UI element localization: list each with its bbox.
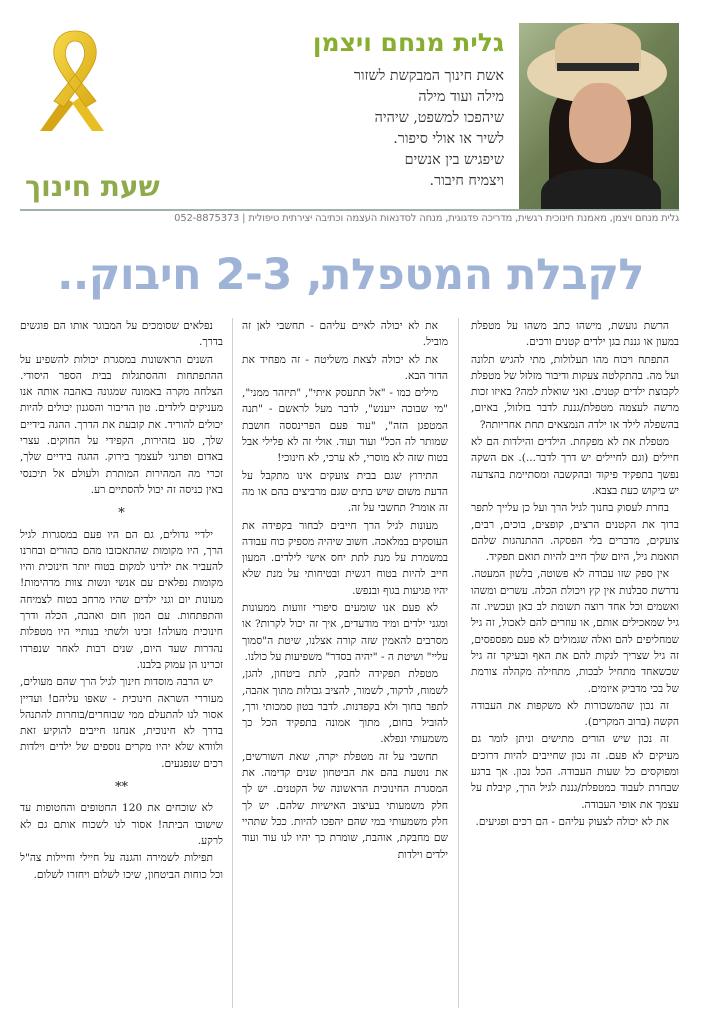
article-paragraph: השנים הראשונות במסגרת יכולות להשפיע על ההתפתחות וההסתגלות בבית הספר היסודי. הצלחה מקרה באמונה שמגונה באהבה אותה אנו מעניקים לילדים. טון הדיבור והסגנון יכולים להיות יכולים להוריד. את קובעת את הדרך. ההגה בידיים שלך, סע בזהירות, הקפידי על החוקים. עצרי באדום ופרגני לעצמך בירוק. ההגה בידיים שלך, זכרי מה המהירות המותרת ולעולם אל תיכנסי באין כניסה זה יכול להסתיים רע. — [20, 353, 223, 496]
header-rule — [20, 209, 679, 211]
article-paragraph: בחרת לעסוק בחנוך לגיל הרך ועל כן עלייך לתפר ברוך את הקטנים הרצים, קופצים, בוכים, רבים, צועקים, מדברים בלי הפסקה. ההתנהגות שלהם תואמת גיל, היום שלך חייב להיות תואם תפקיד. — [471, 502, 679, 564]
column-divider — [458, 318, 459, 1008]
author-credit-line: גלית מנחם ויצמן, מאמנת חינוכית רגשית, מדריכה פדגוגית, מנחה לסדנאות העצמה וכתיבה יצירתית טיפולית | 052-8875373 — [174, 213, 679, 224]
article-column-2 — [242, 318, 448, 1008]
article-paragraph: ילדיי גדולים, גם הם היו פעם במסגרות לגיל הרך, היו מקומות שהתאכזבו מהם כהורים ובחרנו להעביר את ילדינו למקום בטוח יותר חינוכית והיו מקומות נפלאים עם אנשי ונשות צוות מדהימות! מעונות יום וגני ילדים שהיו מרחב בטוח לצמיחה והתפתחות. עם המון חום ואהבה, הכלה ודרך חינוכית מעולה! זכינו ולשתי בנותיי היו מטפלות נהדרות שעד היום, שנים רבות לאחר שנפרדו זכרינו הן עמוק בלבנו. — [20, 528, 223, 671]
intro-line: שיהפכו למשפט, שיהיה — [374, 110, 504, 126]
article-paragraph: את לא יכולה לאיים עליהם - תחשבי לאן זה מוביל. — [242, 320, 448, 349]
article-paragraph: תחשבי על זה מטפלת יקרה, שאת השורשים, את נוטעת בהם את הביטחון שנים קדימה. את המסגרת החינוכית הראשונה של הקטנים. יש לך חלק משמעותי בעיצוב האישיות שלהם. יש לך חלק משמעותי במי שהם יהפכו להיות. ככל שתהיי שם מחבקת, אוהבת, שומרת כך יהיו לנו עוד ועוד ילדים וילדות — [242, 750, 448, 861]
article-paragraph: לא שוכחים את 120 החטופים והחטופות עד שישובו הביתה! אסור לנו לשכוח אותם גם לא לרקע. — [20, 802, 223, 847]
article-paragraph: מטפלת תפקידה לחבק, לתת ביטחון, להגן, לשמוח, לרקוד, לשמור, להציב גבולות מתוך אהבה, לתפר בחוך ולא בקפדנות. לדבר בטון סמכותי ורך, להוביל בחום, מתוך אמונה בתפקיד הכל כך משמעותי ונפלא. — [242, 668, 448, 746]
article-paragraph: את לא יכולה לצעוק עליהם - הם רכים ופגיעים. — [475, 815, 669, 828]
intro-line: ויצמיח חיבור. — [429, 173, 504, 189]
author-name: גלית מנחם ויצמן — [312, 28, 504, 57]
article-paragraph: הרשת גועשת, מישהו כתב משהו על מטפלת במעון או גננת בגן ילדים קטנים ורכים. — [471, 320, 679, 349]
article-paragraph: התפתח ויכוח מהו תעלולות, מתי להגיש תלונה ועל מה. בהתקלטה צעקות ודיבור מזלזל של מטפלת לקבוצת ילדים קטנים. ואני שואלת למה? באיזו זכות מרשה לעצמה מטפלת/גננת לדבר בזלזול, באיום, בהשפלה לילד או ילדה הנמצאים תחת אחריותה? — [471, 353, 679, 431]
yellow-ribbon-icon — [30, 27, 120, 135]
section-separator: ** — [115, 780, 128, 796]
article-paragraph: התירוץ שגם בבית צועקים אינו מתקבל על הדעת משום שיש בתים שגם מרביצים בהם או מה זה אומר? תחשבי על זה. — [242, 469, 448, 515]
author-photo — [519, 23, 679, 209]
column-divider — [232, 318, 233, 1008]
column-title: שעת חינוך — [25, 170, 160, 203]
article-headline: לקבלת המטפלת, 2-3 חיבוק.. — [57, 250, 644, 300]
article-column-1 — [471, 318, 679, 1008]
article-paragraph: מעונות לגיל הרך חייבים לבחור בקפידה את העוסקים במלאכה. חשוב שיהיה מספיק כוח עבודה במשמרת על מנת לתת יחס אישי לילדים. המעון חייב להיות בטוח רגשית ובטיחותי על מנת שלא יהיו פגיעות בגוף ובנפש. — [242, 519, 448, 597]
article-paragraph: מטפלת את לא מפקחת. הילדים והילדות הם לא חיילים (וגם לחיילים יש דרך לדבר...). אם השקה נפשך בתפקיד פיקוד ובהקשבה ומסתיימת בהצדעה יש ביקוש כעת בצבא. — [471, 436, 679, 497]
author-intro — [284, 66, 504, 192]
intro-line: שיפגיש בין אנשים — [404, 152, 504, 168]
article-column-3 — [20, 318, 223, 1008]
intro-line: מילה ועוד מילה — [418, 89, 504, 105]
article-paragraph: יש הרבה מוסדות חינוך לגיל הרך שהם מעולים, מעוררי השראה חינוכית - שאפו עליהם! ועדיין אסור לנו להתעלם ממי שבוחרים/בוחרות להתנהל בדרך לא חינוכית, אנחנו חייבים להוקיע זאת ולוודא שלא יהיו מקרים נוספים של ילדים וילדות רכים שנפגעים. — [20, 676, 223, 770]
article-paragraph: אין ספק שזו עבודה לא פשוטה, בלשון המעטה. נדרשת סבלנות אין קץ ויכולת הכלה. עשרים ומשהו ואשמים וכל אחד רוצה תשומת לב כאן ועכשיו. זה גיל שמאכילים אותם, או עוזרים להם לאכול, זה גיל שמחליפים להם ואלה שגמולים לא פעם מפספסים, זה גיל שצריך לנקות להם את האף ובעיקר זה גיל שכשאחד מתחיל לבכות, מתחילה מקהלה צורמת של בכי מדביק איומים. — [471, 568, 679, 695]
article-paragraph: זה נכון שהמשכורות לא משקפות את העבודה הקשה (ברוב המקרים). — [471, 699, 679, 729]
article-paragraph: מילים כמו - "אל תתעסק איתי", "תיזהר ממני", "מי שבוכה ייענש", לדבר מעל לראשם - "תנה המטפגן הזה", "עוד פעם הפרינססה חושבת שמותר לה הכל" ועוד ועוד. אולי זה לא פלילי אבל בטוח שזה לא מוסרי, לא ערכי, לא חינוכי! — [242, 387, 448, 465]
article-paragraph: לא פעם אנו שומעים סיפורי זוועות ממעונות ומגני ילדים ומיד מודעדים, איך זה יכול לקרות? או מסרבים להאמין שזה קורה אצלנו, שיטת ה"סמוך עליי" ושיטת ה - "יהיה בסדר" משפיעות על כולנו. — [242, 602, 448, 663]
article-paragraph: נפלאים שסומכים על המבוגר אותו הם פוגשים בדרך. — [20, 320, 223, 349]
intro-line: לשיר או אולי סיפור. — [393, 131, 504, 147]
section-separator: * — [118, 506, 125, 522]
article-paragraph: את לא יכולה לצאת משליטה - זה מפחיד את הדור הבא. — [242, 353, 448, 382]
article-paragraph: תפילות לשמירה והגנה על חיילי וחיילות צה"ל וכל כוחות הביטחון, שיכו לשלום ויחזרו לשלום. — [20, 852, 223, 881]
intro-line: אשת חינוך המבקשת לשזור — [353, 68, 504, 84]
article-paragraph: זה נכון שיש הורים מתישים וניתן לומר גם מעיקים לא פעם. זה נכון שחייבים להיות דרוכים ומפוקסים כל שעות העבודה. הכל נכון. אך ברגע שבחרת לעבוד כמטפלת/גננת לגיל הרך, קיבלת על עצמך את אופי העבודה. — [471, 733, 679, 811]
